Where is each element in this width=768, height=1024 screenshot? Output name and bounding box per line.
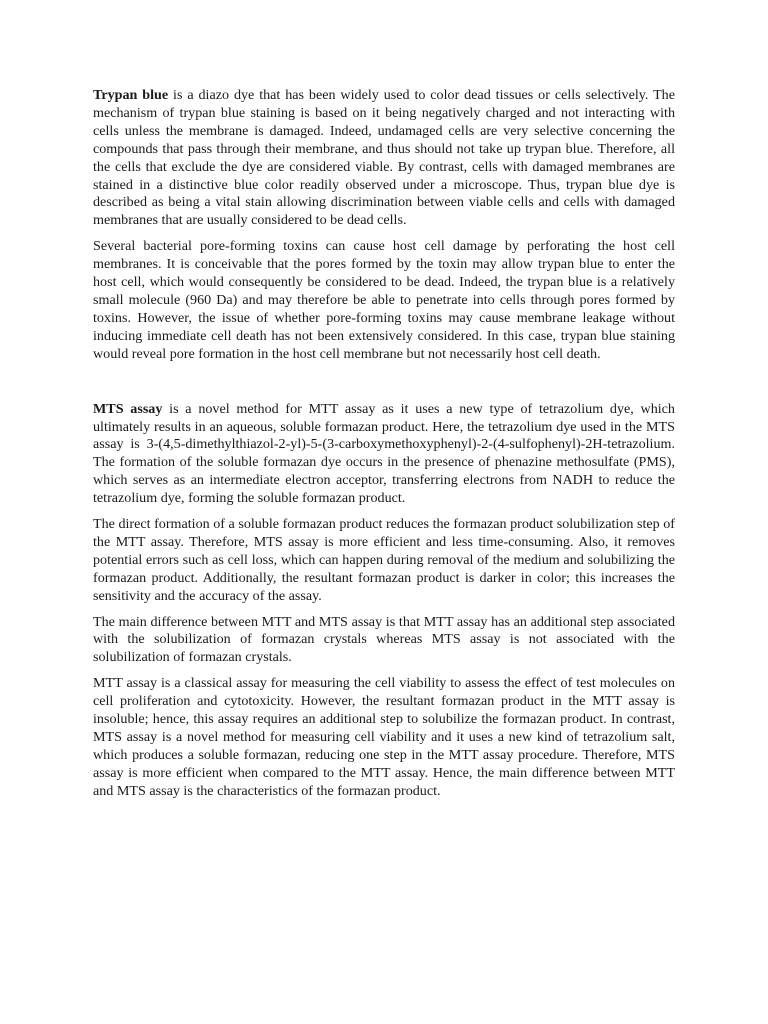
trypan-blue-description: is a diazo dye that has been widely used to color dead tissues or cells selectively. The mechanism of trypan blue staining is based on it being negatively charged and not interacting with cells unless the membrane is damaged. Indeed, undamaged cells are very selective concerning the compounds that pass through their membrane, and thus should not take up trypan blue. Therefore, all the cells that exclude the dye are considered viable. By contrast, cells with damaged membranes are stained in a distinctive blue color readily observed under a microscope. Thus, trypan blue dye is described as being a vital stain allowing discrimination between viable cells and cells with damaged membranes that are usually considered to be dead cells. — [93, 87, 675, 229]
document-body — [93, 87, 675, 809]
trypan-blue-term: Trypan blue — [93, 87, 169, 103]
mts-assay-description: is a novel method for MTT assay as it uses a new type of tetrazolium dye, which ultimately results in an aqueous, soluble formazan product. Here, the tetrazolium dye used in the MTS assay is 3-(4,5-dimethylthiazol-2-yl)-5-(3-carboxymethoxyphenyl)-2-(4-sulfophenyl)-2H-tetrazolium. The formation of the soluble formazan dye occurs in the presence of phenazine methosulfate (PMS), which serves as an intermediate electron acceptor, transferring electrons from NADH to reduce the tetrazolium dye, forming the soluble formazan product. — [93, 400, 675, 507]
trypan-blue-paragraph — [93, 87, 675, 230]
mtt-classical-paragraph: MTT assay is a classical assay for measuring the cell viability to assess the effect of test molecules on cell proliferation and cytotoxicity. However, the resultant formazan product in the MTT assay is insoluble; hence, this assay requires an additional step to solubilize the formazan product. In contrast, MTS assay is a novel method for measuring cell viability and it uses a new kind of tetrazolium salt, which produces a soluble formazan, reducing one step in the MTT assay procedure. Therefore, MTS assay is more efficient when compared to the MTT assay. Hence, the main difference between MTT and MTS assay is the characteristics of the formazan product. — [93, 675, 675, 799]
main-difference-paragraph: The main difference between MTT and MTS assay is that MTT assay has an additional step associated with the solubilization of formazan crystals whereas MTS assay is not associated with the solubilization of formazan crystals. — [93, 613, 675, 666]
mts-assay-paragraph — [93, 401, 675, 508]
section-spacer — [93, 372, 675, 401]
mts-assay-term: MTS assay — [93, 400, 163, 417]
soluble-formazan-paragraph: The direct formation of a soluble formazan product reduces the formazan product solubilization step of the MTT assay. Therefore, MTS assay is more efficient and less time-consuming. Also, it removes potential errors such as cell loss, which can happen during removal of the medium and solubilizing the formazan product. Additionally, the resultant formazan product is darker in color; this increases the sensitivity and the accuracy of the assay. — [93, 516, 675, 604]
pore-forming-toxins-paragraph: Several bacterial pore-forming toxins can cause host cell damage by perforating the host cell membranes. It is conceivable that the pores formed by the toxin may allow trypan blue to enter the host cell, which would consequently be considered to be dead. Indeed, the trypan blue is a relatively small molecule (960 Da) and may therefore be able to penetrate into cells through pores formed by toxins. However, the issue of whether pore-forming toxins may cause membrane leakage without inducing immediate cell death has not been extensively considered. In this case, trypan blue staining would reveal pore formation in the host cell membrane but not necessarily host cell death. — [93, 238, 675, 362]
